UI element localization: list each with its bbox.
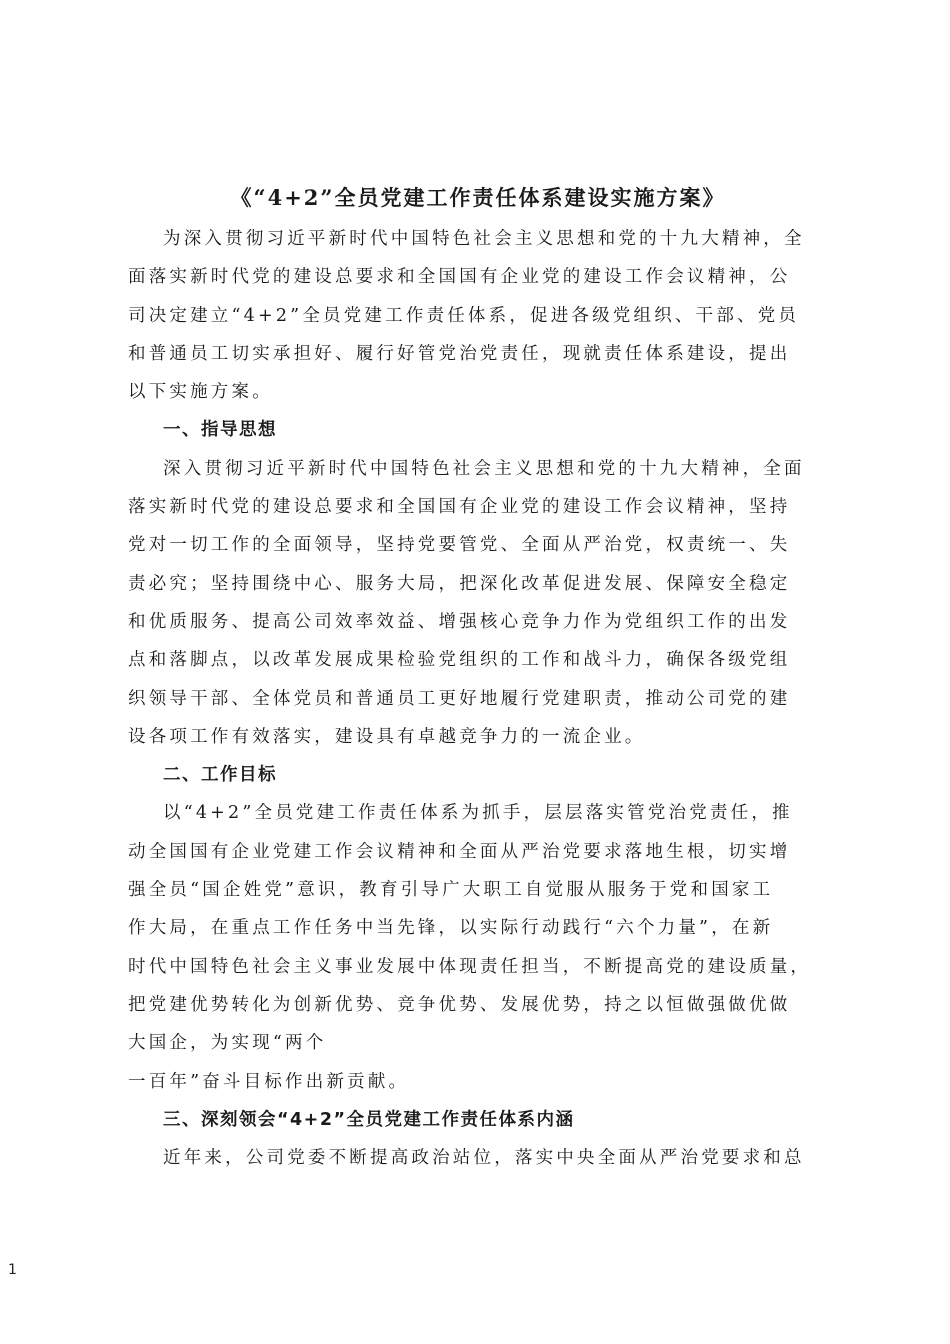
paragraph-line: 和优质服务、提高公司效率效益、增强核心竞争力作为党组织工作的出发 <box>128 611 791 632</box>
paragraph-line: 以“4+2”全员党建工作责任体系为抓手，层层落实管党治党责任，推 <box>163 803 793 824</box>
paragraph-line: 一百年”奋斗目标作出新贡献。 <box>128 1071 410 1092</box>
paragraph-line: 党对一切工作的全面领导，坚持党要管党、全面从严治党，权责统一、失 <box>128 535 791 556</box>
paragraph-line: 为深入贯彻习近平新时代中国特色社会主义思想和党的十九大精神，全 <box>163 229 805 249</box>
intro-paragraph <box>128 220 830 411</box>
paragraph-line: 面落实新时代党的建设总要求和全国国有企业党的建设工作会议精神，公 <box>128 267 791 288</box>
document-title: 《“4+2”全员党建工作责任体系建设实施方案》 <box>230 185 726 210</box>
paragraph-line: 以下实施方案。 <box>128 382 273 403</box>
paragraph-line: 近年来，公司党委不断提高政治站位，落实中央全面从严治党要求和总 <box>163 1148 805 1169</box>
system-connotation-paragraph <box>128 1139 830 1177</box>
paragraph-line: 责必究；坚持围绕中心、服务大局，把深化改革促进发展、保障安全稳定 <box>128 573 791 594</box>
section-heading-work-goals: 二、工作目标 <box>163 765 277 786</box>
work-goals-paragraph <box>128 794 830 1100</box>
guiding-ideology-paragraph <box>128 450 830 756</box>
paragraph-line: 和普通员工切实承担好、履行好管党治党责任，现就责任体系建设，提出 <box>128 343 791 364</box>
paragraph-line: 织领导干部、全体党员和普通员工更好地履行党建职责，推动公司党的建 <box>128 688 791 709</box>
paragraph-line: 设各项工作有效落实，建设具有卓越竞争力的一流企业。 <box>128 726 646 747</box>
paragraph-line: 把党建优势转化为创新优势、竞争优势、发展优势，持之以恒做强做优做 <box>128 994 791 1015</box>
page-number: 1 <box>8 1262 17 1278</box>
paragraph-line: 大国企，为实现“两个 <box>128 1033 327 1054</box>
paragraph-line: 落实新时代党的建设总要求和全国国有企业党的建设工作会议精神，坚持 <box>128 497 791 518</box>
section-heading-system-connotation: 三、深刻领会“4+2”全员党建工作责任体系内涵 <box>163 1109 575 1130</box>
paragraph-line: 时代中国特色社会主义事业发展中体现责任担当，不断提高党的建设质量， <box>128 956 812 977</box>
paragraph-line: 强全员“国企姓党”意识，教育引导广大职工自觉服从服务于党和国家工 <box>128 880 774 901</box>
paragraph-line: 深入贯彻习近平新时代中国特色社会主义思想和党的十九大精神，全面 <box>163 458 805 479</box>
document-body <box>128 220 830 1177</box>
paragraph-line: 点和落脚点，以改革发展成果检验党组织的工作和战斗力，确保各级党组 <box>128 650 791 671</box>
paragraph-line: 司决定建立“4+2”全员党建工作责任体系，促进各级党组织、干部、党员 <box>128 305 800 326</box>
section-heading-guiding-ideology: 一、指导思想 <box>163 420 277 441</box>
paragraph-line: 作大局，在重点工作任务中当先锋，以实际行动践行“六个力量”，在新 <box>128 918 774 939</box>
paragraph-line: 动全国国有企业党建工作会议精神和全面从严治党要求落地生根，切实增 <box>128 841 791 862</box>
